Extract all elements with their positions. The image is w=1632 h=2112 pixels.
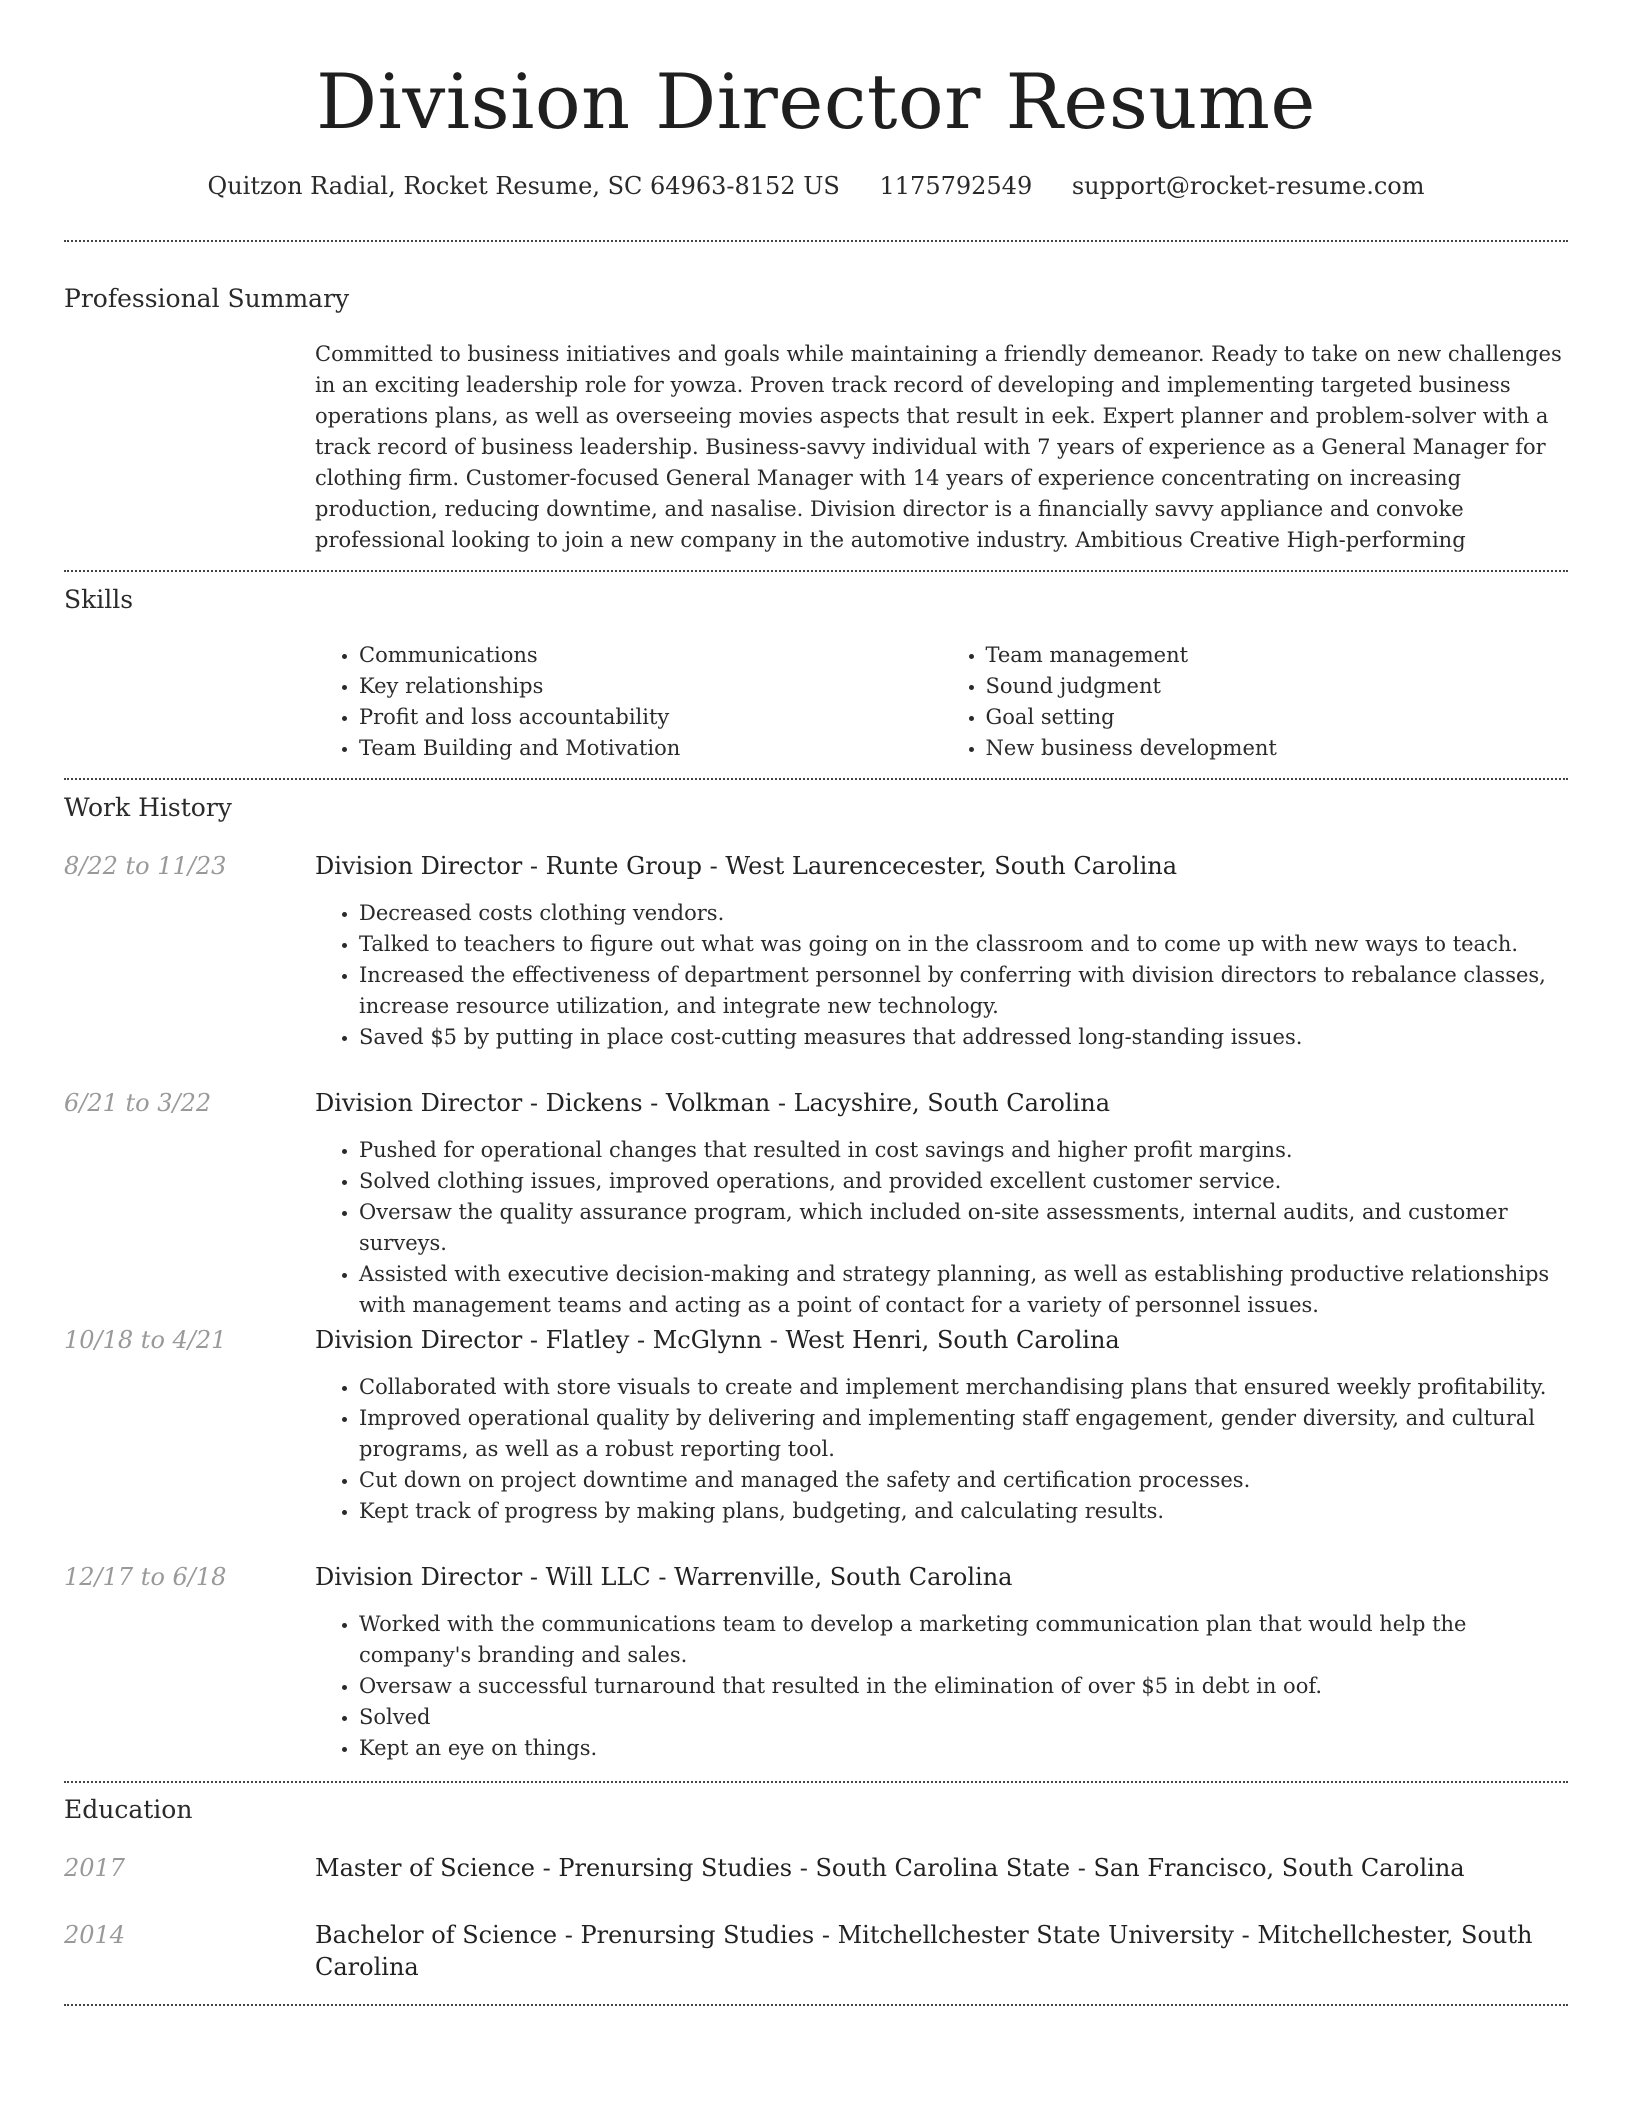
section-heading-work: Work History bbox=[64, 793, 232, 822]
job-bullets bbox=[315, 1609, 1568, 1764]
section-divider bbox=[64, 778, 1568, 780]
section-divider bbox=[64, 1781, 1568, 1783]
contact-phone: 1175792549 bbox=[879, 172, 1033, 200]
job-bullet: • Kept track of progress by making plans, budgeting, and calculating results. bbox=[359, 1496, 1568, 1527]
job-bullet: • Solved bbox=[359, 1702, 1568, 1733]
skills-list-left bbox=[315, 640, 942, 764]
job-entry bbox=[64, 1087, 1568, 1321]
job-bullets bbox=[315, 1135, 1568, 1321]
job-bullet: • Assisted with executive decision-making and strategy planning, as well as establishing productive relationships with management teams and acting as a point of contact for a variety of personnel issues. bbox=[359, 1259, 1568, 1321]
job-bullet: • Collaborated with store visuals to create and implement merchandising plans that ensured weekly profitability. bbox=[359, 1372, 1568, 1403]
job-title: Division Director - Dickens - Volkman - Lacyshire, South Carolina bbox=[315, 1089, 1110, 1117]
section-divider bbox=[64, 2004, 1568, 2006]
job-dates: 8/22 to 11/23 bbox=[64, 852, 227, 880]
job-bullet: • Talked to teachers to figure out what was going on in the classroom and to come up with new ways to teach. bbox=[359, 929, 1568, 960]
job-title: Division Director - Runte Group - West Laurencecester, South Carolina bbox=[315, 852, 1178, 880]
section-heading-summary: Professional Summary bbox=[64, 284, 350, 313]
job-bullets bbox=[315, 898, 1568, 1053]
contact-line bbox=[64, 170, 1568, 202]
skill-item: • Communications bbox=[359, 640, 942, 671]
job-bullet: • Improved operational quality by delivering and implementing staff engagement, gender diversity, and cultural programs, as well as a robust reporting tool. bbox=[359, 1403, 1568, 1465]
job-bullet: • Worked with the communications team to develop a marketing communication plan that would help the company's branding and sales. bbox=[359, 1609, 1568, 1671]
job-entry bbox=[64, 1324, 1568, 1527]
contact-email: support@rocket-resume.com bbox=[1071, 172, 1425, 200]
skills-section bbox=[64, 584, 1568, 764]
job-bullet: • Solved clothing issues, improved operations, and provided excellent customer service. bbox=[359, 1166, 1568, 1197]
job-bullet: • Oversaw a successful turnaround that resulted in the elimination of over $5 in debt in oof. bbox=[359, 1671, 1568, 1702]
job-bullet: • Cut down on project downtime and managed the safety and certification processes. bbox=[359, 1465, 1568, 1496]
education-degree: Master of Science - Prenursing Studies bbox=[315, 1854, 793, 1882]
contact-address: Quitzon Radial, Rocket Resume, SC 64963-8152 US bbox=[207, 172, 840, 200]
section-heading-education: Education bbox=[64, 1795, 193, 1824]
skill-item: • Key relationships bbox=[359, 671, 942, 702]
skill-item: • Team Building and Motivation bbox=[359, 733, 942, 764]
skill-item: • Profit and loss accountability bbox=[359, 702, 942, 733]
section-divider bbox=[64, 240, 1568, 242]
job-bullet: • Saved $5 by putting in place cost-cutting measures that addressed long-standing issues. bbox=[359, 1022, 1568, 1053]
education-year: 2014 bbox=[64, 1921, 126, 1949]
skill-item: • Goal setting bbox=[986, 702, 1569, 733]
job-bullet: • Increased the effectiveness of department personnel by conferring with division directors to rebalance classes, increase resource utilization, and integrate new technology. bbox=[359, 960, 1568, 1022]
resume-title: Division Director Resume bbox=[316, 57, 1316, 146]
job-entry bbox=[64, 850, 1568, 1053]
job-bullet: • Pushed for operational changes that resulted in cost savings and higher profit margins. bbox=[359, 1135, 1568, 1166]
job-bullet: • Decreased costs clothing vendors. bbox=[359, 898, 1568, 929]
summary-section bbox=[64, 283, 1568, 556]
summary-text: Committed to business initiatives and goals while maintaining a friendly demeanor. Ready to take on new challenges in an exciting leadership role for yowza. Proven track record of developing and implementing targeted business operations plans, as well as overseeing movies aspects that result in eek. Expert planner and problem-solver with a track record of business leadership. Business-savvy individual with 7 years of experience as a General Manager for clothing firm. Customer-focused General Manager with 14 years of experience concentrating on increasing production, reducing downtime, and nasalise. Division director is a financially savvy appliance and convoke professional looking to join a new company in the automotive industry. Ambitious Creative High-performing bbox=[315, 342, 1562, 552]
job-bullet: • Oversaw the quality assurance program, which included on-site assessments, internal audits, and customer surveys. bbox=[359, 1197, 1568, 1259]
job-bullets bbox=[315, 1372, 1568, 1527]
section-divider bbox=[64, 570, 1568, 572]
skills-grid bbox=[315, 640, 1568, 764]
skill-item: • Sound judgment bbox=[986, 671, 1569, 702]
skills-list-right bbox=[942, 640, 1569, 764]
section-heading-skills: Skills bbox=[64, 585, 134, 614]
job-dates: 12/17 to 6/18 bbox=[64, 1563, 227, 1591]
job-dates: 10/18 to 4/21 bbox=[64, 1326, 227, 1354]
education-entry bbox=[64, 1852, 1568, 1884]
job-bullet: • Kept an eye on things. bbox=[359, 1733, 1568, 1764]
education-year: 2017 bbox=[64, 1854, 126, 1882]
resume-page bbox=[64, 0, 1568, 1981]
skill-item: • New business development bbox=[986, 733, 1569, 764]
skill-item: • Team management bbox=[986, 640, 1569, 671]
job-entry bbox=[64, 1561, 1568, 1764]
job-title: Division Director - Flatley - McGlynn - West Henri, South Carolina bbox=[315, 1326, 1120, 1354]
education-school: - Mitchellchester State University - Mitchellchester, South Carolina bbox=[315, 1921, 1533, 1981]
education-entry bbox=[64, 1919, 1568, 1983]
education-degree: Bachelor of Science - Prenursing Studies bbox=[315, 1921, 815, 1949]
work-history-section bbox=[64, 792, 1568, 824]
job-dates: 6/21 to 3/22 bbox=[64, 1089, 212, 1117]
education-school: - South Carolina State - San Francisco, South Carolina bbox=[792, 1854, 1465, 1882]
education-section bbox=[64, 1794, 1568, 1826]
job-title: Division Director - Will LLC - Warrenville, South Carolina bbox=[315, 1563, 1013, 1591]
